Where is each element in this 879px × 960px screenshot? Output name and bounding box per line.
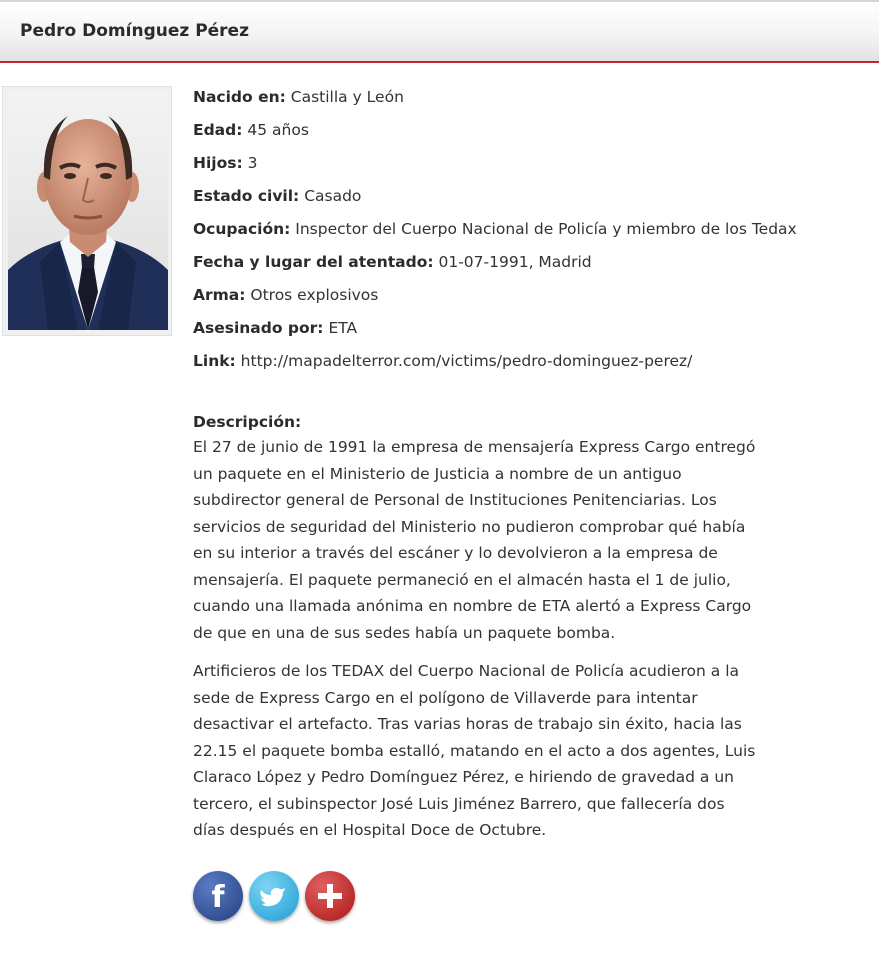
victim-info-list xyxy=(193,85,853,382)
info-link[interactable]: http://mapadelterror.com/victims/pedro-dominguez-perez/ xyxy=(240,352,693,370)
facebook-icon xyxy=(193,871,243,921)
description-section xyxy=(193,410,758,856)
info-row xyxy=(193,349,853,382)
info-value: Otros explosivos xyxy=(250,286,379,304)
info-row xyxy=(193,217,853,250)
info-row xyxy=(193,250,853,283)
svg-text:f: f xyxy=(211,880,225,915)
twitter-share-button[interactable] xyxy=(249,871,299,921)
twitter-bird-icon xyxy=(249,871,299,921)
description-paragraph: Artificieros de los TEDAX del Cuerpo Nacional de Policía acudieron a la sede de Express Cargo en el polígono de Villaverde para intentar desactivar el artefacto. Tras varias horas de trabajo sin éxito, hacia las 22.15 el paquete bomba estalló, matando en el acto a dos agentes, Luis Claraco López y Pedro Domínguez Pérez, e hiriendo de gravedad a un tercero, el subinspector José Luis Jiménez Barrero, que fallecería dos días después en el Hospital Doce de Octubre. xyxy=(193,662,756,839)
info-value: Casado xyxy=(304,187,362,205)
info-label: Hijos: xyxy=(193,154,243,172)
info-value: Inspector del Cuerpo Nacional de Policía y miembro de los Tedax xyxy=(295,220,797,238)
victim-photo xyxy=(8,92,168,330)
add-share-button[interactable] xyxy=(305,871,355,921)
page-header xyxy=(0,0,879,63)
info-value: ETA xyxy=(328,319,358,337)
info-label: Arma: xyxy=(193,286,246,304)
info-label: Ocupación: xyxy=(193,220,291,238)
info-row xyxy=(193,316,853,349)
info-label: Asesinado por: xyxy=(193,319,324,337)
page-title: Pedro Domínguez Pérez xyxy=(20,21,249,41)
info-row xyxy=(193,85,853,118)
info-row xyxy=(193,184,853,217)
info-row xyxy=(193,151,853,184)
info-label: Edad: xyxy=(193,121,243,139)
info-row xyxy=(193,283,853,316)
info-value: 01-07-1991, Madrid xyxy=(438,253,592,271)
victim-photo-frame xyxy=(2,86,172,336)
info-label: Nacido en: xyxy=(193,88,286,106)
info-label: Link: xyxy=(193,352,236,370)
info-value: 45 años xyxy=(247,121,309,139)
info-label: Fecha y lugar del atentado: xyxy=(193,253,434,271)
info-label: Estado civil: xyxy=(193,187,300,205)
description-label: Descripción: xyxy=(193,413,302,431)
facebook-share-button[interactable] xyxy=(193,871,243,921)
info-value: Castilla y León xyxy=(290,88,404,106)
description-paragraph: El 27 de junio de 1991 la empresa de mensajería Express Cargo entregó un paquete en el Ministerio de Justicia a nombre de un antiguo subdirector general de Personal de Instituciones Penitenciarias. Los servicios de seguridad del Ministerio no pudieron comprobar qué había en su interior a través del escáner y lo devolvieron a la empresa de mensajería. El paquete permaneció en el almacén hasta el 1 de julio, cuando una llamada anónima en nombre de ETA alertó a Express Cargo de que en una de sus sedes había un paquete bomba. xyxy=(193,438,756,642)
info-row xyxy=(193,118,853,151)
plus-icon xyxy=(305,871,355,921)
info-value: 3 xyxy=(247,154,258,172)
